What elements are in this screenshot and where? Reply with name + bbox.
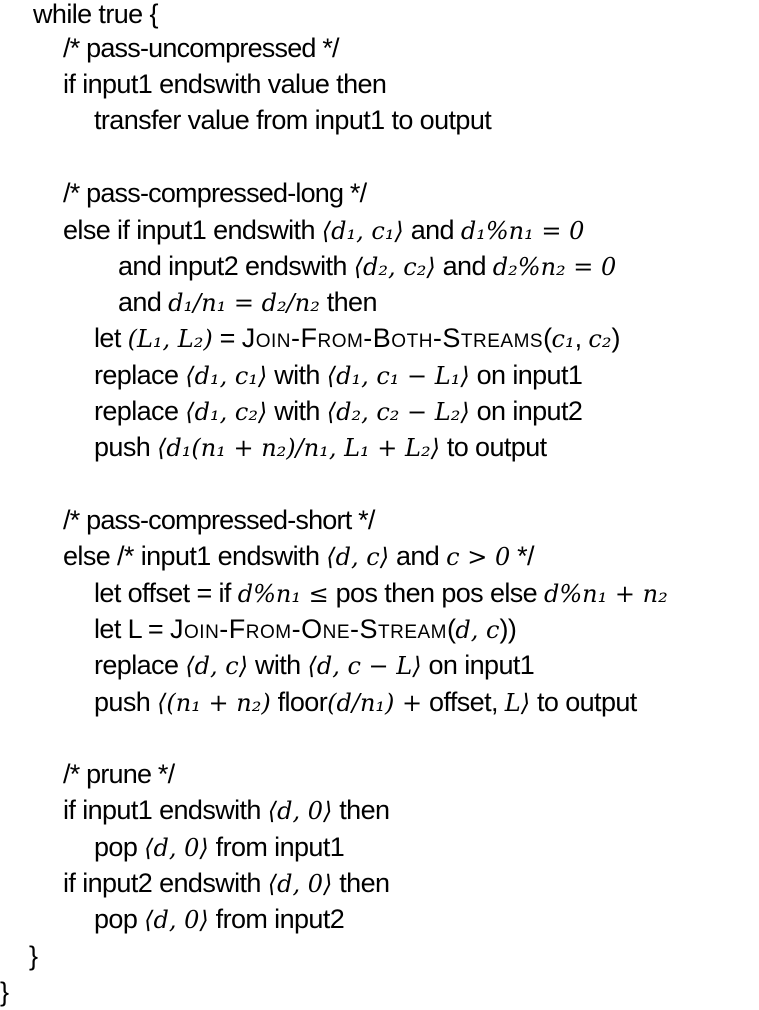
code-text: )) (499, 614, 517, 644)
math-expression: d%n₁ ≤ (237, 580, 329, 608)
math-expression: L⟩ (504, 689, 531, 717)
code-text: with (248, 650, 308, 680)
code-text: let L = (94, 614, 171, 644)
code-text: from input1 (208, 832, 345, 862)
code-text: /* pass-compressed-short */ (63, 505, 375, 535)
code-text: if input1 endswith (63, 795, 268, 825)
math-expression: ⟨d₁, c₁⟩ (321, 217, 404, 245)
code-text: push (94, 687, 158, 717)
code-text: then (332, 795, 390, 825)
code-text: then (332, 868, 390, 898)
code-text: and input2 endswith (118, 251, 354, 281)
code-text: to output (439, 432, 547, 462)
math-expression: ⟨(n₁ + n₂) (157, 689, 271, 717)
code-text: /* pass-uncompressed */ (63, 33, 339, 63)
code-text: offset, (422, 687, 505, 717)
code-text: } (29, 941, 38, 971)
code-text: on input1 (469, 360, 583, 390)
code-text: pop (94, 832, 145, 862)
math-expression: ⟨d₂, c₂ − L₂⟩ (326, 398, 470, 426)
math-expression: ⟨d, 0⟩ (267, 870, 333, 898)
code-text: replace (94, 396, 186, 426)
code-text: replace (94, 360, 186, 390)
code-text: replace (94, 650, 186, 680)
code-text: and (403, 215, 461, 245)
code-text: */ (510, 541, 534, 571)
code-text: from input2 (208, 904, 345, 934)
code-text: let offset = if (94, 578, 238, 608)
math-expression: (d/n₁) + (327, 689, 423, 717)
code-line (94, 429, 547, 465)
math-expression: ⟨d, 0⟩ (144, 834, 209, 862)
math-expression: c > 0 (446, 543, 511, 571)
closing-brace (0, 974, 8, 1010)
code-line (94, 829, 344, 865)
code-text: floor (270, 687, 328, 717)
code-text: ( (543, 323, 552, 353)
code-line (63, 792, 389, 828)
code-line (94, 611, 516, 647)
math-expression: ⟨d, 0⟩ (267, 797, 333, 825)
while-loop-header (33, 0, 158, 32)
code-text: , (574, 323, 589, 353)
math-expression: ⟨d, 0⟩ (144, 906, 209, 934)
math-expression: ⟨d₁, c₂⟩ (185, 398, 268, 426)
code-text: pos then pos else (328, 578, 544, 608)
math-expression: d₂%n₂ = 0 (492, 253, 617, 281)
math-expression: ⟨d, c⟩ (326, 543, 390, 571)
code-text: ) (611, 323, 620, 353)
code-text: on input2 (469, 396, 583, 426)
math-expression: d%n₁ + n₂ (544, 580, 668, 608)
code-text: ( (447, 614, 456, 644)
code-text: else /* input1 endswith (63, 541, 327, 571)
code-line (94, 575, 668, 611)
code-line (63, 538, 534, 574)
math-expression: ⟨d₁, c₁ − L₁⟩ (326, 362, 470, 390)
code-line (63, 865, 389, 901)
code-line (94, 901, 344, 937)
math-expression: ⟨d₁, c₁⟩ (185, 362, 268, 390)
math-expression: c₂ (588, 325, 612, 353)
procedure-name: Join-From-Both-Streams (241, 323, 544, 353)
code-text: and (389, 541, 447, 571)
code-text: then (319, 287, 377, 317)
comment-prune (63, 756, 174, 792)
code-line (94, 320, 620, 356)
code-line (94, 102, 491, 138)
code-line (63, 66, 386, 102)
code-text: = (212, 323, 242, 353)
closing-brace (29, 938, 37, 974)
code-line (94, 393, 582, 429)
math-expression: d₁/n₁ = d₂/n₂ (168, 289, 320, 317)
code-text: if input2 endswith (63, 868, 268, 898)
code-text: } (0, 977, 9, 1007)
code-line (118, 248, 616, 284)
code-text: if input1 endswith value then (63, 69, 387, 99)
code-line (94, 647, 534, 683)
code-text: pop (94, 904, 145, 934)
procedure-name: Join-From-One-Stream (170, 614, 447, 644)
comment-pass-compressed-short (63, 502, 375, 538)
code-text: while true { (33, 0, 158, 29)
math-expression: ⟨d₁(n₁ + n₂)/n₁, L₁ + L₂⟩ (157, 434, 440, 462)
code-text: with (267, 360, 327, 390)
math-expression: d, c (455, 616, 500, 644)
math-expression: ⟨d₂, c₂⟩ (353, 253, 436, 281)
code-text: and (435, 251, 493, 281)
code-line (94, 357, 582, 393)
comment-pass-compressed-long (63, 175, 366, 211)
comment-pass-uncompressed (63, 30, 339, 66)
math-expression: ⟨d, c⟩ (185, 652, 249, 680)
code-text: to output (530, 687, 637, 717)
code-text: else if input1 endswith (63, 215, 322, 245)
code-text: /* prune */ (63, 759, 175, 789)
code-line (118, 284, 377, 320)
code-text: and (118, 287, 169, 317)
code-line (63, 212, 584, 248)
math-expression: ⟨d, c − L⟩ (307, 652, 422, 680)
code-text: let (94, 323, 128, 353)
math-expression: d₁%n₁ = 0 (460, 217, 585, 245)
code-text: on input1 (421, 650, 535, 680)
code-text: push (94, 432, 158, 462)
code-line (94, 684, 637, 720)
code-text: /* pass-compressed-long */ (63, 178, 367, 208)
math-expression: c₁ (551, 325, 575, 353)
code-text: transfer value from input1 to output (94, 105, 492, 135)
code-text: with (267, 396, 327, 426)
math-expression: (L₁, L₂) (127, 325, 213, 353)
